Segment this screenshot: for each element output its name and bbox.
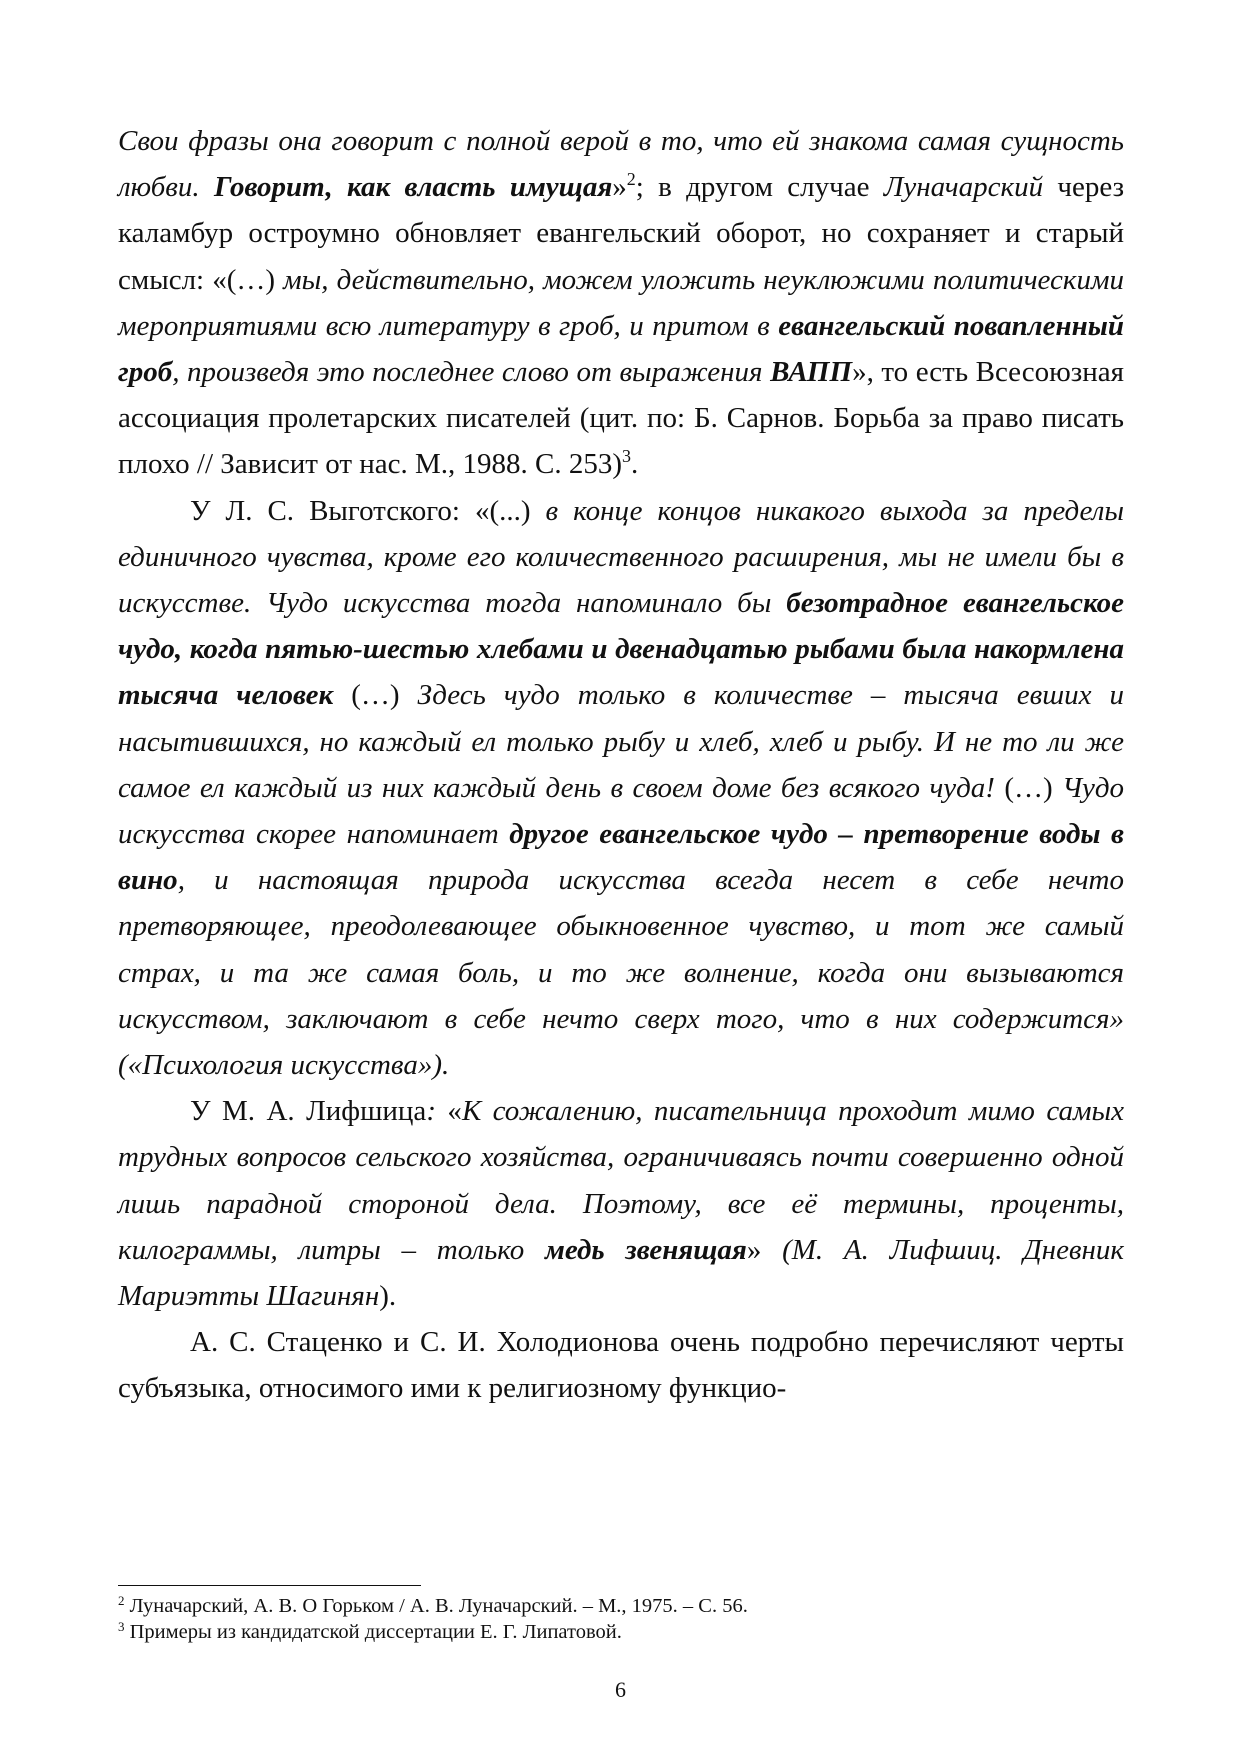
text-run: » xyxy=(746,1233,783,1266)
footnote-ref: 2 xyxy=(626,169,636,190)
text-run: , и настоящая природа искусства всегда несет в себе нечто претворяющее, преодолевающее обыкновенное чувство, и тот же самый страх, и та же самая боль, и то же волнение, когда они вызываются искусством, заключают в себе нечто сверх того, что в них содержится» («Психология искусства»). xyxy=(118,864,1124,1082)
text-run: (…) xyxy=(994,771,1063,804)
footnote-text: Луначарский, А. В. О Горьком / А. В. Луначарский. – М., 1975. – С. 56. xyxy=(124,1595,748,1617)
text-run: ; в другом случае xyxy=(635,171,884,204)
text-run: Свои фразы она говорит с полной верой в то, что ей знакома самая сущность любви. xyxy=(118,125,1124,204)
main-text xyxy=(118,118,1124,1412)
text-run: медь звенящая xyxy=(545,1233,747,1266)
paragraph xyxy=(118,118,1124,488)
text-run: евангельский повапленный гроб xyxy=(118,309,1124,389)
text-run: : xyxy=(426,1095,436,1128)
footnote-text: Примеры из кандидатской диссертации Е. Г. Липатовой. xyxy=(124,1621,622,1643)
footnotes xyxy=(118,1593,1124,1645)
text-run: . xyxy=(631,448,639,481)
text-run: ). xyxy=(379,1280,397,1313)
paragraph xyxy=(118,1319,1124,1411)
text-run: безотрадное евангельское чудо, когда пятью-шестью хлебами и двенадцатью рыбами была накормлена тысяча человек xyxy=(118,587,1124,712)
page-number: 6 xyxy=(615,1677,626,1702)
paragraph xyxy=(118,488,1124,1089)
text-run: мы, действительно, можем уложить неуклюжими политическими мероприятиями всю литературу в гроб, и притом в xyxy=(118,263,1124,342)
text-run: Чудо искусства скорее напоминает xyxy=(118,771,1124,851)
text-run: У М. А. Лифшица xyxy=(190,1095,427,1128)
footnote-number: 2 xyxy=(118,1593,125,1608)
text-run: Луначарский xyxy=(883,171,1044,204)
footnote-ref: 3 xyxy=(622,446,632,467)
paragraph xyxy=(118,1088,1124,1319)
footnote-separator xyxy=(118,1585,421,1586)
footnote xyxy=(118,1593,1124,1619)
text-run: (М. А. Лифшиц. Дневник Мариэтты Шагинян xyxy=(118,1233,1124,1313)
text-run: через каламбур остроумно обновляет евангельский оборот, но сохраняет и старый смысл: «(…) xyxy=(118,171,1125,296)
text-run: ВАПП xyxy=(770,356,853,389)
text-run: (…) xyxy=(333,679,418,712)
text-run: Говорит, как власть имущая xyxy=(213,171,613,204)
text-run: К сожалению, писательница проходит мимо самых трудных вопросов сельского хозяйства, ограничиваясь почти совершенно одной лишь парадной стороной дела. Поэтому, все её термины, проценты, килограммы, литры – только xyxy=(118,1095,1125,1266)
footnote xyxy=(118,1619,1124,1645)
footnote-number: 3 xyxy=(118,1619,125,1634)
text-run: А. С. Стаценко и С. И. Холодионова очень подробно перечисляют черты субъязыка, относимого ими к религиозному функцио- xyxy=(118,1326,1124,1405)
text-run: в конце концов никакого выхода за пределы единичного чувства, кроме его количественного расширения, мы не имели бы в искусстве. Чудо искусства тогда напоминало бы xyxy=(118,494,1124,620)
text-run: « xyxy=(435,1095,462,1128)
text-run: другое евангельское чудо – претворение воды в вино xyxy=(118,818,1124,897)
text-run: », то есть Всесоюзная ассоциация пролетарских писателей (цит. по: Б. Сарнов. Борьба за право писать плохо // Зависит от нас. М., 1988. С. 253) xyxy=(118,356,1124,481)
text-run: У Л. С. Выготского: «(...) xyxy=(190,494,546,527)
text-run: » xyxy=(612,171,627,204)
text-run: Здесь чудо только в количестве – тысяча евших и насытившихся, но каждый ел только рыбу и хлеб, хлеб и рыбу. И не то ли же самое ел каждый из них каждый день в своем доме без всякого чуда! xyxy=(118,679,1124,804)
text-run: , произведя это последнее слово от выражения xyxy=(172,356,771,389)
